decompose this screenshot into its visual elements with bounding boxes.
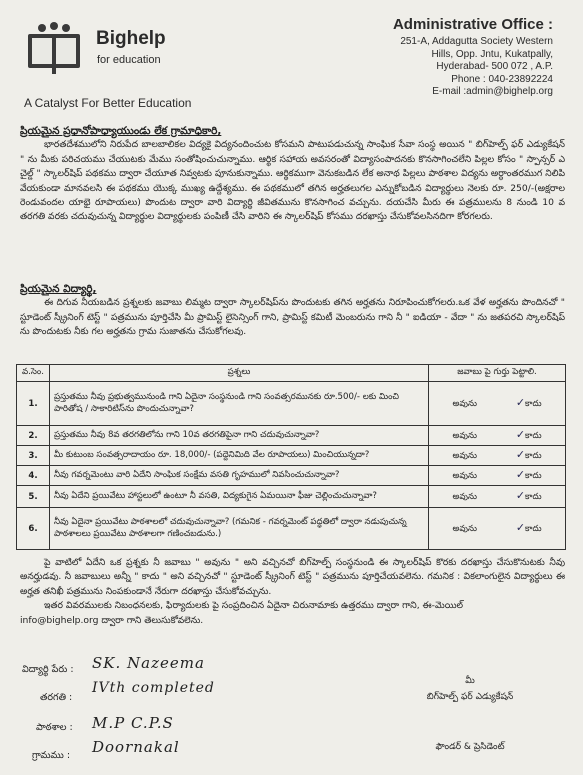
yes-option[interactable]: అవును — [452, 524, 477, 534]
table-row — [17, 486, 566, 508]
question-number: 5. — [17, 486, 50, 508]
no-option-checked[interactable]: ✓కాదు — [515, 396, 542, 409]
brand-subtitle: for education — [97, 54, 161, 66]
question-number: 3. — [17, 446, 50, 466]
letter-section-student — [20, 282, 565, 340]
question-number: 6. — [17, 508, 50, 550]
table-header-row — [17, 365, 566, 382]
office-email: E-mail :admin@bighelp.org — [432, 86, 553, 98]
tagline: A Catalyst For Better Education — [24, 96, 192, 110]
office-address-line: Hyderabad- 500 072 , A.P. — [436, 61, 553, 73]
answer-cell — [429, 382, 566, 426]
table-row — [17, 508, 566, 550]
office-address-line: 251-A, Addagutta Society Western — [400, 36, 553, 47]
brand-name: Bighelp — [96, 28, 166, 49]
student-name-value[interactable]: SK. Nazeema — [92, 654, 205, 672]
table-row — [17, 446, 566, 466]
signature-org: బిగ్‌హెల్ప్ ఫర్ ఎడ్యుకేషన్ — [426, 692, 514, 702]
answer-cell — [429, 486, 566, 508]
student-name-label: విద్యార్థి పేరు : — [22, 664, 74, 675]
no-option-checked[interactable]: ✓కాదు — [515, 521, 542, 534]
check-mark-icon: ✓ — [515, 521, 526, 534]
paragraph-instructions: ఈ దిగువ నీయబడిన ప్రశ్నలకు జవాబు లిమ్మట ద్వారా స్కాలర్‌షిప్‌ను పొందుటకు తగిన అర్హతను నిరూపించుకోగలరు.ఒక వేళ అర్హతను పొందినచో " స్టూడెంట్ స్క్రీనింగ్ టెస్ట్ " పత్రమును పూర్తిచేసి మీ ప్రామిస్ట్ లైసెన్సింగ్ గాని, ప్రామిస్ట్ కమిటీ మెంబరును గాని నీ " ఐడియా - వేదా " ను జతపరచి స్కాలర్‌షిప్ ను పొందుటకు నీకు గల అర్హతను గ్రామ సుజాతను చేసుకోగలవు. — [20, 297, 565, 338]
check-mark-icon: ✓ — [515, 448, 526, 461]
question-number: 2. — [17, 426, 50, 446]
no-option-checked[interactable]: ✓కాదు — [515, 468, 542, 481]
no-option-checked[interactable]: ✓కాదు — [515, 428, 542, 441]
paragraph-intro: భారతదేశములోని నిరుపేద బాలబాలికల విద్యకై విద్యనందించుట కోసమని పాటుపడుచున్న సాంఘిక సేవా సంస్థ అయిన " బిగ్‌హెల్ప్ ఫర్ ఎడ్యుకేషన్ " ను మీకు పరిచయము చేయుటకు మేము సంతోషించుచున్నాము. ఆర్థిక సహాయ అవసరంతో విద్యాసంపాదనకు కొనసాగించలేని పిల్లల కోసం " స్పాన్సర్ ఎ చైల్డ్ " స్కాలర్‌షిప్ పథకము ద్వారా చేయూత నివ్వటకు పూనుకున్నాము. ఆర్థికముగా వెనుకబడిన లేక అనాథ పిల్లలు పాఠశాల విద్యను అర్ధాంతరముగ నిలిపి వేయకుండా మానవలసి ఈ పథకము యొక్క ముఖ్య ఉద్దేశ్యము. ఈ పథకములో తగిన అర్హతలుగల ఎన్నుకోబడిన విద్యార్థులు నెలకు రూ. 250/-(అక్షరాల రెండువందల యాభై రూపాయలు) పొందుట ద్వారా వారి విద్యార్థి జీవితమును కొనసాగించ వచ్చును. దయచేసి మీరు ఈ పత్రములను 8 నుండి 10 వ తరగతి వరకు చదువుచున్న విద్యార్థుల విద్యార్థులకు పంపిణీ చేసి వారిని ఈ స్కాలర్‌షిప్ కోసము దరఖాస్తు చేసుకోవలసినదిగా కోరగలరు. — [20, 139, 565, 223]
letter-section-headmaster — [20, 124, 565, 225]
column-header-answer: జవాబు పై గుర్తు పెట్టాలి. — [429, 365, 566, 382]
check-mark-icon: ✓ — [515, 468, 526, 481]
signature-line-1: మీ — [465, 676, 475, 686]
no-option-checked[interactable]: ✓కాదు — [515, 489, 542, 502]
no-option-checked[interactable]: ✓కాదు — [515, 448, 542, 461]
yes-option[interactable]: అవును — [452, 399, 477, 409]
question-text: ప్రస్తుతము నీవు 8వ తరగతిలోను గాని 10వ తరగతిపైనా గాని చదువుచున్నావా? — [50, 426, 429, 446]
bighelp-logo-icon — [24, 22, 84, 74]
yes-option[interactable]: అవును — [452, 492, 477, 502]
paragraph-contact: ఇతర వివరములకు నిబంధనలకు, ఫిర్యాదులకు పై సంప్రదించిన ఏదైనా చిరునామాకు ఉత్తరము ద్వారా గాని, ఈ-మెయిల్ — [44, 600, 464, 612]
yes-option[interactable]: అవును — [452, 451, 477, 461]
check-mark-icon: ✓ — [515, 396, 526, 409]
question-text: నీవు గవర్నమెంటు వారి ఏదేని సాంఘిక సంక్షేమ వసతి గృహములో నివసించుచున్నావా? — [50, 466, 429, 486]
class-label: తరగతి : — [40, 692, 73, 703]
question-text: నీవు ఏదేని ప్రయివేటు హాస్టలులో ఉంటూ నీ వసతి, విద్యకుగైన ఏమయినా ఫీజు చెల్లించుచున్నావా? — [50, 486, 429, 508]
office-title: Administrative Office : — [392, 16, 553, 33]
table-row — [17, 426, 566, 446]
question-text: నీవు ఏదైనా ప్రయివేటు పాఠశాలలో చదువుచున్నావా? (గమనిక - గవర్నమెంట్ పద్ధతిలో ద్వారా నడుపుచున్న పాఠశాలలు ప్రయివేటు పాఠశాలగా గణించబడును.) — [50, 508, 429, 550]
school-label: పాఠశాల : — [36, 722, 73, 733]
check-mark-icon: ✓ — [515, 489, 526, 502]
salutation-headmaster: ప్రియమైన ప్రధానోపాధ్యాయుండు లేక గ్రామాధికారి, — [20, 125, 222, 137]
answer-cell — [429, 446, 566, 466]
class-value[interactable]: IVth completed — [92, 680, 215, 696]
check-mark-icon: ✓ — [515, 428, 526, 441]
table-row — [17, 382, 566, 426]
contact-email-line: info@bighelp.org ద్వారా గాని తెలుసుకోవలెను. — [20, 614, 204, 626]
yes-option[interactable]: అవును — [452, 431, 477, 441]
office-address-block — [393, 16, 553, 99]
office-phone: Phone : 040-23892224 — [451, 73, 553, 85]
closing-section — [20, 556, 565, 628]
paragraph-eligibility-note: పై వాటిలో ఏదేని ఒక ప్రశ్నకు నీ జవాబు " అవును " అని వచ్చినచో బిగ్‌హెల్ప్ సంస్థనుండి ఈ స్కాలర్‌షిప్ కొరకు దరఖాస్తు చేసుకొనుటకు నీవు అనర్హుడవు. నీ జవాబులు అన్నీ " కాదు " అని వచ్చినచో " స్టూడెంట్ స్క్రీనింగ్ టెస్ట్ " పత్రమును పూర్తిచేయవలెను. గమనిక : వికలాంగులైన విద్యార్థులు ఈ అర్హత తనిఖీ పత్రమును నింపకుండానే నేరుగా దరఖాస్తు చేసుకోవచ్చును. — [20, 557, 565, 597]
answer-cell — [429, 508, 566, 550]
question-number: 4. — [17, 466, 50, 486]
question-text: మీ కుటుంబ సంవత్సరాదాయం రూ. 18,000/- (పద్దెనిమిది వేల రూపాయలు) మించియున్నదా? — [50, 446, 429, 466]
yes-option[interactable]: అవును — [452, 471, 477, 481]
column-header-questions: ప్రశ్నలు — [50, 365, 429, 382]
office-address-line: Hills, Opp. Jntu, Kukatpally, — [431, 48, 553, 60]
column-header-number: వ.సెం. — [17, 365, 50, 382]
table-row — [17, 466, 566, 486]
signature-title: ఫౌండర్ & ప్రెసిడెంట్ — [435, 742, 505, 752]
village-value[interactable]: Doornakal — [92, 738, 180, 756]
answer-cell — [429, 466, 566, 486]
village-label: గ్రామము : — [32, 750, 71, 761]
answer-cell — [429, 426, 566, 446]
question-number: 1. — [17, 382, 50, 426]
eligibility-table — [16, 364, 566, 550]
school-value[interactable]: M.P C.P.S — [92, 714, 174, 732]
salutation-student: ప్రియమైన విద్యార్థి, — [20, 283, 97, 295]
question-text: ప్రస్తుతము నీవు ప్రభుత్వమునుండి గాని ఏదైనా సంస్థనుండి గాని సంవత్సరమునకు రూ.500/- లకు మించి పారితోష / సాకారిటిస్‌ను పొందుచున్నావా? — [50, 382, 429, 426]
